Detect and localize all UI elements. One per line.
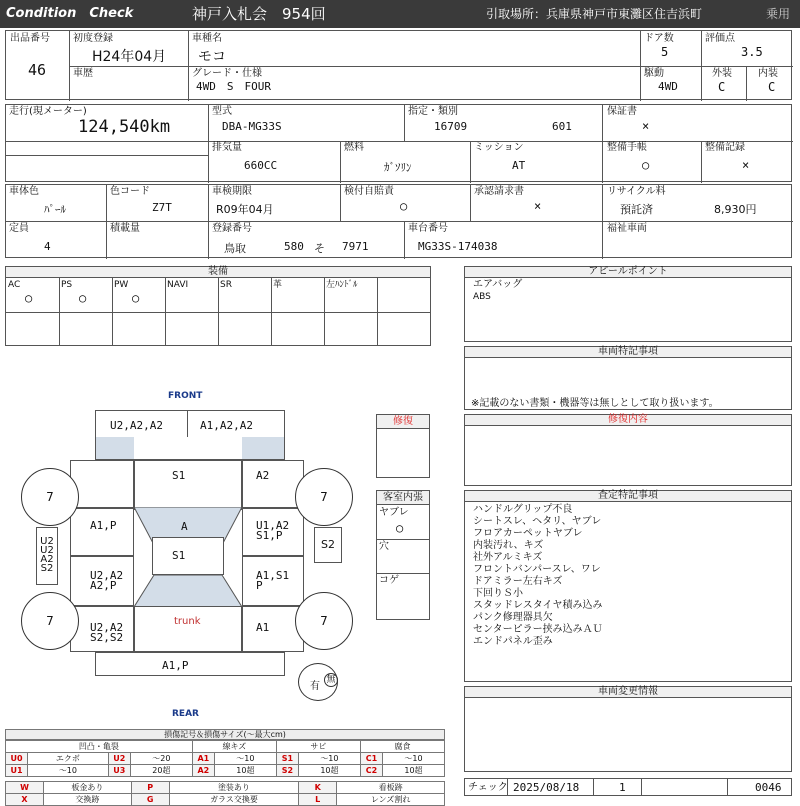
spare-label: 有	[310, 681, 320, 692]
equip-lhd-label: 左ﾊﾝﾄﾞﾙ	[326, 280, 358, 290]
legend-code: U0	[6, 753, 28, 765]
mileage: 124,540km	[78, 117, 171, 137]
plate-label: 登録番号	[212, 223, 252, 234]
repair-content-title: 修復内容	[465, 415, 791, 426]
manual-label: 整備手帳	[607, 142, 647, 153]
color-label: 車体色	[9, 186, 39, 197]
equip-leather-label: 革	[273, 280, 283, 290]
inspection-note-10: パンク修理器具欠	[473, 612, 553, 623]
doors-label: ドア数	[644, 33, 674, 44]
check-number: 0046	[755, 781, 782, 794]
exterior: C	[718, 80, 726, 94]
legend-code: W	[6, 782, 44, 794]
plate-kana: そ	[314, 242, 325, 255]
left-sill[interactable]	[36, 527, 58, 585]
specs-block-2	[5, 184, 792, 258]
legend-title: 損傷記号＆損傷サイズ(～最大cm)	[5, 729, 445, 740]
legend-code: P	[131, 782, 169, 794]
equip-ps-mark: ○	[79, 291, 87, 305]
legend-table	[5, 740, 445, 777]
doors: 5	[661, 45, 669, 59]
legend-code: L	[299, 794, 337, 806]
legend-desc: 20超	[130, 765, 192, 777]
rear-bumper[interactable]	[95, 652, 285, 676]
inspection-note-5: 社外アルミキズ	[473, 552, 543, 563]
score-label: 評価点	[705, 33, 735, 44]
appeal-line-2: ABS	[473, 292, 491, 302]
consent: ×	[534, 199, 542, 213]
equipment-block	[5, 266, 431, 346]
lot-number-label: 出品番号	[10, 33, 50, 44]
legend-desc: 10超	[214, 765, 276, 777]
inspection-label: 車検期限	[212, 186, 252, 197]
vehicle-category: 乗用	[766, 7, 791, 21]
panel-windshield: A	[181, 520, 188, 533]
trunk-panel[interactable]	[134, 606, 242, 652]
left-sill-line-2: U2	[40, 545, 54, 556]
spare-mark: 無	[324, 673, 338, 687]
panel-rear-door-right-2: P	[256, 579, 263, 592]
tear-mark: ○	[396, 521, 404, 535]
inspection-notes-title: 査定特記事項	[465, 491, 791, 502]
legend-desc: 塗装あり	[169, 782, 299, 794]
legend-code: U1	[6, 765, 28, 777]
chassis-label: 車台番号	[408, 223, 448, 234]
panel-rear-door-left-2: A2,P	[90, 579, 117, 592]
displacement-label: 排気量	[212, 142, 242, 153]
inspection-note-7: ドアミラー左右キズ	[473, 576, 563, 587]
appeal-block	[464, 266, 792, 342]
rear-label: REAR	[172, 709, 199, 719]
mileage-label: 走行(現メーター)	[9, 106, 87, 117]
special-block	[464, 346, 792, 410]
grade: 4WD S FOUR	[196, 80, 271, 93]
legend-code: G	[131, 794, 169, 806]
tear-label: ヤブレ	[379, 507, 409, 518]
change-info-block	[464, 686, 792, 772]
lot-number: 46	[28, 61, 47, 79]
check-date: 2025/08/18	[513, 781, 580, 794]
wheel-front-right[interactable]: 7	[295, 468, 353, 526]
legend-code: U2	[108, 753, 130, 765]
rear-glass[interactable]	[134, 575, 242, 609]
legend-desc: ～10	[298, 753, 360, 765]
inspection-note-4: 内装汚れ、キズ	[473, 540, 544, 551]
panel-front-right: A1,A2,A2	[200, 419, 253, 432]
auction-name: 神戸入札会 954回	[192, 5, 326, 23]
inspection-note-1: ハンドルグリップ不良	[473, 504, 573, 515]
consent-label: 承認請求書	[474, 186, 524, 197]
color-code: Z7T	[152, 201, 172, 214]
fuel-label: 燃料	[344, 142, 364, 153]
legend-code: K	[299, 782, 337, 794]
panel-front-door-right-1: U1,A2	[256, 519, 290, 532]
panel-hood: S1	[172, 469, 186, 482]
panel-rear-quarter-left-1: U2,A2	[90, 621, 124, 634]
liability-label: 検付自賠責	[344, 186, 394, 197]
legend-desc: レンズ割れ	[337, 794, 445, 806]
check-row	[464, 778, 792, 796]
repair-title: 修復	[377, 415, 429, 429]
warranty: ×	[642, 119, 650, 133]
panel-front-door-right-2: S1,P	[256, 529, 283, 542]
capacity-label: 定員	[9, 223, 29, 234]
legend-desc: 板金あり	[44, 782, 132, 794]
legend-cat4: 腐食	[360, 741, 444, 753]
drive: 4WD	[658, 80, 678, 93]
check-count: 1	[619, 781, 626, 794]
repair-content-block	[464, 414, 792, 486]
color-code-label: 色コード	[110, 186, 150, 197]
panel-fender-right: A2	[256, 469, 270, 482]
legend-code: C2	[360, 765, 382, 777]
left-sill-line-4: S2	[40, 563, 54, 574]
legend-code: A2	[192, 765, 214, 777]
legend-desc: ～10	[214, 753, 276, 765]
header-bar	[0, 0, 800, 28]
legend-code: X	[6, 794, 44, 806]
model-name: モコ	[198, 49, 226, 65]
special-note: ※記載のない書類・機器等は無しとして取り扱います。	[471, 398, 719, 409]
inspection-notes-list	[473, 504, 603, 648]
interior-box	[376, 490, 430, 620]
recycle-label: リサイクル料	[607, 186, 666, 197]
interior-box-title: 客室内張	[377, 491, 429, 505]
roof[interactable]	[152, 537, 224, 575]
appeal-line-1: エアバッグ	[473, 279, 523, 290]
legend-desc: 10超	[298, 765, 360, 777]
plate-class: 580	[284, 240, 304, 253]
score: 3.5	[741, 45, 763, 59]
right-sill[interactable]: S2	[314, 527, 342, 563]
wheel-rear-left[interactable]: 7	[21, 592, 79, 650]
equip-ac-label: AC	[8, 280, 21, 290]
capacity: 4	[44, 240, 51, 253]
panel-rear-bumper: A1,P	[162, 659, 189, 672]
legend-code: C1	[360, 753, 382, 765]
history-label: 車歴	[73, 68, 93, 79]
legend-cat1: 凹凸・亀裂	[6, 741, 193, 753]
equip-sr-label: SR	[220, 280, 232, 290]
legend-code: U3	[108, 765, 130, 777]
transmission-label: ミッション	[474, 142, 524, 153]
legend-code: S1	[276, 753, 298, 765]
equipment-title: 装備	[6, 267, 430, 278]
first-reg-label: 初度登録	[73, 33, 113, 44]
manual: ○	[642, 158, 650, 172]
inspection-note-3: フロアカーペットヤブレ	[473, 528, 583, 539]
fuel: ｶﾞｿﾘﾝ	[384, 161, 412, 174]
legend-cat3: サビ	[276, 741, 360, 753]
inspection-note-12: エンドパネル歪み	[473, 636, 553, 647]
front-label: FRONT	[168, 391, 203, 401]
car-diagram	[0, 385, 376, 725]
legend-block	[5, 729, 445, 806]
color: ﾊﾟｰﾙ	[44, 203, 66, 216]
summary-block	[5, 30, 792, 100]
displacement: 660CC	[244, 159, 278, 172]
equip-pw-mark: ○	[132, 291, 140, 305]
left-sill-line-3: A2	[40, 554, 54, 565]
inspection-note-8: 下回りＳ小	[473, 588, 523, 599]
panel-rear-door-right-1: A1,S1	[256, 569, 290, 582]
inspection-note-2: シートスレ、ヘタリ、ヤブレ	[473, 516, 602, 527]
equip-navi-label: NAVI	[167, 280, 189, 290]
rear-quarter-right[interactable]	[242, 606, 304, 652]
front-fender-left[interactable]	[70, 460, 134, 508]
inspection-note-9: スタッドレスタイヤ積み込み	[473, 600, 603, 611]
designation: 16709	[434, 120, 468, 133]
legend-code: S2	[276, 765, 298, 777]
model-code-label: 型式	[212, 106, 232, 117]
maint-record-label: 整備記録	[705, 142, 745, 153]
hole-label: 穴	[379, 541, 389, 552]
appeal-title: アピールポイント	[465, 267, 791, 278]
designation-label: 指定・類別	[408, 106, 458, 117]
burn-label: コゲ	[379, 575, 399, 586]
plate-region: 鳥取	[224, 242, 246, 255]
first-reg: H24年04月	[92, 49, 167, 65]
legend-desc: エクボ	[28, 753, 109, 765]
liability: ○	[400, 199, 408, 213]
interior: C	[768, 80, 776, 94]
recycle-fee: 8,930円	[714, 203, 757, 216]
legend-desc: 交換跡	[44, 794, 132, 806]
inspection: R09年04月	[216, 203, 274, 216]
interior-label: 内装	[758, 68, 778, 79]
wheel-rear-right[interactable]: 7	[295, 592, 353, 650]
equip-pw-label: PW	[114, 280, 129, 290]
legend-desc: ～20	[130, 753, 192, 765]
welfare-label: 福祉車両	[607, 223, 647, 234]
panel-rear-quarter-right: A1	[256, 621, 270, 634]
chassis: MG33S-174038	[418, 240, 498, 253]
legend-cat2: 線キズ	[192, 741, 276, 753]
legend-table-2	[5, 781, 445, 806]
repair-block	[376, 414, 430, 478]
maint-record: ×	[742, 158, 750, 172]
panel-front-door-left: A1,P	[90, 519, 117, 532]
plate-number: 7971	[342, 240, 369, 253]
check-label: チェック	[468, 782, 508, 793]
legend-desc: ～10	[28, 765, 109, 777]
legend-desc: 看板跡	[337, 782, 445, 794]
legend-desc: ～10	[382, 753, 444, 765]
pickup-place: 引取場所：兵庫県神戸市東灘区住吉浜町	[486, 7, 703, 21]
recycle-status: 預託済	[620, 203, 653, 216]
grade-label: グレード・仕様	[192, 68, 262, 79]
inspection-note-6: フロントバンパースレ、ワレ	[473, 564, 601, 575]
model-code: DBA-MG33S	[222, 120, 282, 133]
panel-rear-quarter-left-2: S2,S2	[90, 631, 124, 644]
equip-ps-label: PS	[61, 280, 73, 290]
panel-front-left: U2,A2,A2	[110, 419, 163, 432]
hood[interactable]	[134, 460, 242, 510]
left-sill-line-1: U2	[40, 536, 54, 547]
condition-check-title: Condition Check	[6, 6, 134, 21]
legend-desc: 10超	[382, 765, 444, 777]
drive-label: 駆動	[644, 68, 664, 79]
panel-rear-door-left-1: U2,A2	[90, 569, 124, 582]
change-info-title: 車両変更情報	[465, 687, 791, 698]
inspection-note-11: センターピラー挟み込みＡＵ	[473, 624, 603, 635]
inspection-notes-block	[464, 490, 792, 682]
model-name-label: 車種名	[192, 33, 222, 44]
trunk-label: trunk	[174, 616, 201, 627]
load-label: 積載量	[110, 223, 140, 234]
wheel-front-left[interactable]: 7	[21, 468, 79, 526]
legend-desc: ガラス交換要	[169, 794, 299, 806]
special-title: 車両特記事項	[465, 347, 791, 358]
exterior-label: 外装	[712, 68, 732, 79]
panel-roof: S1	[172, 549, 186, 562]
warranty-label: 保証書	[607, 106, 637, 117]
front-door-left[interactable]	[70, 508, 134, 556]
equip-ac-mark: ○	[25, 291, 33, 305]
specs-block-1	[5, 104, 792, 182]
transmission: AT	[512, 159, 526, 172]
legend-code: A1	[192, 753, 214, 765]
category-no: 601	[552, 120, 572, 133]
